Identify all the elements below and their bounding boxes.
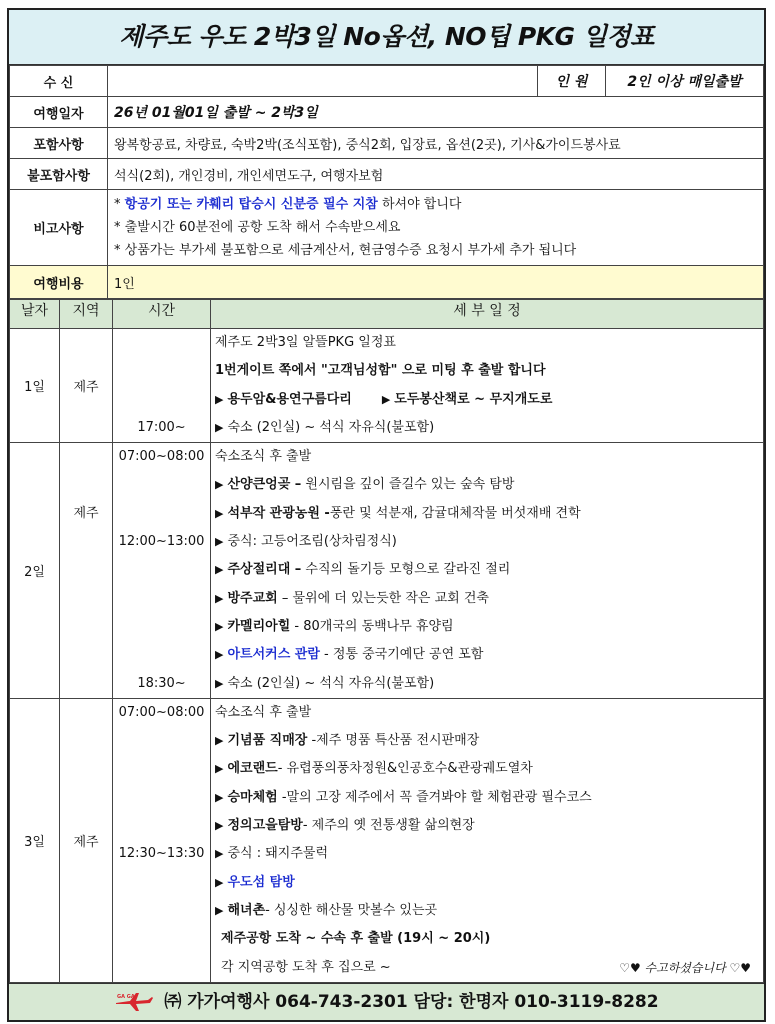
logo-text: GA GA <box>117 993 136 1000</box>
recipient-value <box>108 66 538 97</box>
day-3-row <box>10 698 764 982</box>
day-2-line-3: ▶ 석부작 관광농원 -풍란 및 석분재, 감귤대체작물 버섯재배 견학 <box>215 505 581 521</box>
exclude-label: 불포함사항 <box>10 159 108 190</box>
head-detail: 세 부 일 정 <box>211 300 764 329</box>
day-2-times <box>113 443 211 699</box>
day-3-times <box>113 698 211 982</box>
head-time: 시간 <box>113 300 211 329</box>
day-2-row <box>10 443 764 699</box>
day-3-line-2: ▶ 기념품 직매장 -제주 명품 특산품 전시판매장 <box>215 733 480 749</box>
day-3-region: 제주 <box>60 698 113 982</box>
day-1-row <box>10 329 764 443</box>
arrow-icon: ▶ <box>381 392 391 406</box>
footer <box>9 983 764 1020</box>
day-3-line-8: ▶ 해녀촌- 싱싱한 해산물 맛볼수 있는곳 <box>215 902 438 918</box>
closing-message: ♡♥ 수고하셨습니다 ♡♥ <box>619 960 751 975</box>
info-table <box>9 65 764 299</box>
day-2-line-4: ▶ 중식: 고등어조림(상차림정식) <box>215 534 397 550</box>
day-2-details <box>211 443 764 699</box>
day-1-time-end: 17:00~ <box>137 419 186 435</box>
day-2-line-8: ▶ 아트서커스 관람 - 정통 중국기예단 공연 포함 <box>215 647 484 663</box>
day-2-line-7: ▶ 카멜리아힐 - 80개국의 동백나무 휴양림 <box>215 618 454 634</box>
day-3-time-2: 12:30~13:30 <box>118 846 205 862</box>
day-1-label: 1일 <box>10 329 60 443</box>
day-3-line-1: 숙소조식 후 출발 <box>215 704 312 720</box>
people-label: 인 원 <box>538 66 606 97</box>
date-value: 26년 01월01일 출발 ~ 2박3일 <box>108 97 764 128</box>
fee-label: 여행비용 <box>10 266 108 299</box>
note-value <box>108 190 764 266</box>
day-1-spot-b: 도두봉산책로 ~ 무지개도로 <box>394 391 553 407</box>
day-3-line-9: 제주공항 도착 ~ 수속 후 출발 (19시 ~ 20시) <box>221 931 491 947</box>
note-line-1-rest: 하셔야 합니다 <box>377 197 462 212</box>
day-3-time-1: 07:00~08:00 <box>118 704 205 720</box>
date-label: 여행일자 <box>10 97 108 128</box>
document-title: 제주도 우도 2박3일 No옵션, NO팁 PKG 일정표 <box>9 10 764 65</box>
people-value: 2인 이상 매일출발 <box>606 66 764 97</box>
day-1-line-3 <box>215 386 759 414</box>
day-2-time-1: 07:00~08:00 <box>118 449 205 465</box>
head-day: 날자 <box>10 300 60 329</box>
day-3-label: 3일 <box>10 698 60 982</box>
day-1-times <box>113 329 211 443</box>
day-2-line-9: ▶ 숙소 (2인실) ~ 석식 자유식(불포함) <box>215 675 435 691</box>
note-line-2: * 출발시간 60분전에 공항 도착 해서 수속받으세요 <box>114 220 401 235</box>
include-label: 포함사항 <box>10 128 108 159</box>
day-2-line-5: ▶ 주상절리대 – 수직의 돌기등 모형으로 갈라진 절리 <box>215 562 511 578</box>
day-1-details <box>211 329 764 443</box>
note-line-3: * 상품가는 부가세 불포함으로 세금계산서, 현금영수증 요청시 부가세 추가 됩니다 <box>114 243 577 258</box>
day-2-line-2: ▶ 산양큰엉곶 – 원시림을 깊이 즐길수 있는 숲속 탐방 <box>215 477 515 493</box>
day-3-line-6: ▶ 중식 : 돼지주물럭 <box>215 846 329 862</box>
note-line-1 <box>114 193 757 216</box>
day-2-region-cell <box>60 443 113 699</box>
note-id-required: 항공기 또는 카훼리 탑승시 신분증 필수 지참 <box>124 197 378 212</box>
day-2-time-2: 12:00~13:00 <box>118 534 205 550</box>
day-1-hotel: 숙소 (2인실) ~ 석식 자유식(불포함) <box>227 419 435 435</box>
note-bullet: * <box>114 197 125 212</box>
day-3-line-4: ▶ 승마체험 -말의 고장 제주에서 꼭 즐겨봐야 할 체험관광 필수코스 <box>215 789 592 805</box>
day-2-line-6: ▶ 방주교회 – 물위에 더 있는듯한 작은 교회 건축 <box>215 590 489 606</box>
day-1-line-4 <box>215 414 759 442</box>
day-2-label: 2일 <box>10 443 60 699</box>
day-3-line-10: 각 지역공항 도착 후 집으로 ~ ♡♥ 수고하셨습니다 ♡♥ <box>215 954 759 982</box>
recipient-label: 수 신 <box>10 66 108 97</box>
day-2-time-3: 18:30~ <box>137 675 186 691</box>
note-label: 비고사항 <box>10 190 108 266</box>
day-2-line-1: 숙소조식 후 출발 <box>215 449 312 465</box>
airplane-logo-icon <box>114 991 154 1013</box>
day-3-line-7: ▶ 우도섬 탐방 <box>215 874 295 890</box>
include-value: 왕복항공료, 차량료, 숙박2박(조식포함), 중식2회, 입장료, 옵션(2곳), 기사&가이드봉사료 <box>108 128 764 159</box>
fee-value: 1인 <box>108 266 764 299</box>
arrow-icon: ▶ <box>215 392 224 406</box>
day-3-line-3: ▶ 에코랜드- 유렵풍의풍차정원&인공호수&관광궤도열차 <box>215 761 533 777</box>
itinerary-document <box>7 8 766 1022</box>
exclude-value: 석식(2회), 개인경비, 개인세면도구, 여행자보험 <box>108 159 764 190</box>
day-2-region: 제주 <box>73 505 99 521</box>
arrow-icon: ▶ <box>215 420 224 434</box>
head-region: 지역 <box>60 300 113 329</box>
company-contact: ㈜ 가가여행사 064-743-2301 담당: 한명자 010-3119-8282 <box>164 991 659 1012</box>
schedule-table <box>9 299 764 983</box>
day-1-spot-a: 용두암&용연구름다리 <box>227 391 352 407</box>
day-3-line-5: ▶ 정의고을탐방- 제주의 옛 전통생활 삶의현장 <box>215 818 475 834</box>
day-1-line-2: 1번게이트 쪽에서 "고객님성함" 으로 미팅 후 출발 합니다 <box>215 363 546 379</box>
day-3-details <box>211 698 764 982</box>
day-1-region: 제주 <box>60 329 113 443</box>
day-1-line-1: 제주도 2박3일 알뜰PKG 일정표 <box>215 335 396 350</box>
